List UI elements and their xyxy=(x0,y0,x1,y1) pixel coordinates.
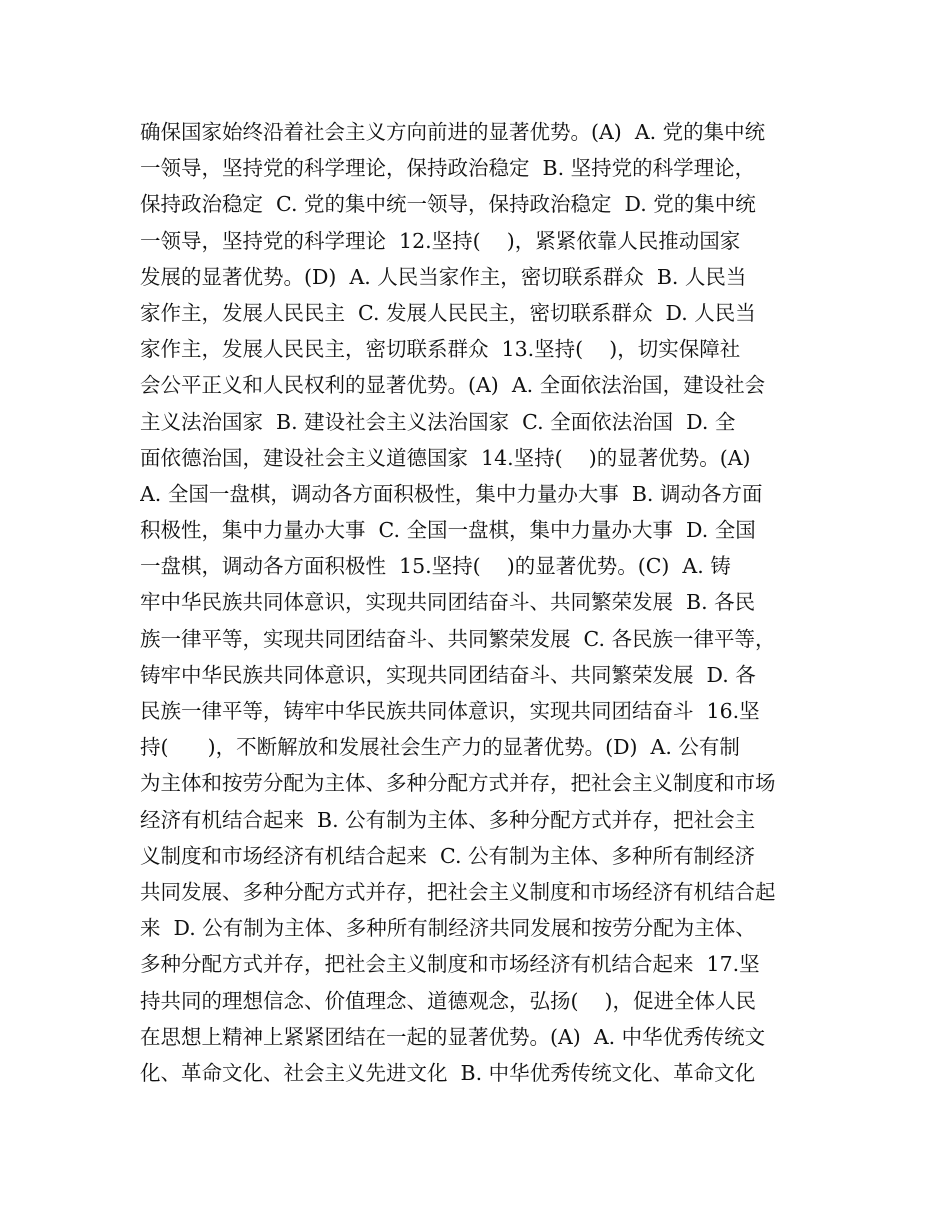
text-line: 家作主，发展人民民主 C. 发展人民民主，密切联系群众 D. 人民当 xyxy=(140,300,756,325)
text-line: 持( )，不断解放和发展社会生产力的显著优势。(D) A. 公有制 xyxy=(140,735,740,760)
text-line: 发展的显著优势。(D) A. 人民当家作主，密切联系群众 B. 人民当 xyxy=(140,264,747,289)
text-line: 牢中华民族共同体意识，实现共同团结奋斗、共同繁荣发展 B. 各民 xyxy=(140,590,756,615)
text-line: 经济有机结合起来 B. 公有制为主体、多种分配方式并存，把社会主 xyxy=(140,807,756,832)
text-line: 积极性，集中力量办大事 C. 全国一盘棋，集中力量办大事 D. 全国 xyxy=(140,518,756,543)
text-line: 义制度和市场经济有机结合起来 C. 公有制为主体、多种所有制经济 xyxy=(140,843,756,868)
text-line: 确保国家始终沿着社会主义方向前进的显著优势。(A) A. 党的集中统 xyxy=(140,120,766,144)
text-line: 在思想上精神上紧紧团结在一起的显著优势。(A) A. 中华优秀传统文 xyxy=(140,1024,766,1049)
text-line: 一领导，坚持党的科学理论，保持政治稳定 B. 坚持党的科学理论， xyxy=(140,156,756,181)
text-line: 一领导，坚持党的科学理论 12.坚持( )，紧紧依靠人民推动国家 xyxy=(140,228,741,253)
text-line: 化、革命文化、社会主义先进文化 B. 中华优秀传统文化、革命文化 xyxy=(140,1060,756,1085)
document-body xyxy=(140,114,830,1091)
text-line: 主义法治国家 B. 建设社会主义法治国家 C. 全面依法治国 D. 全 xyxy=(140,409,736,434)
text-line: A. 全国一盘棋，调动各方面积极性，集中力量办大事 B. 调动各方面 xyxy=(140,481,763,506)
text-line: 民族一律平等，铸牢中华民族共同体意识，实现共同团结奋斗 16.坚 xyxy=(140,699,760,723)
text-line: 一盘棋，调动各方面积极性 15.坚持( )的显著优势。(C) A. 铸 xyxy=(140,554,731,579)
text-line: 多种分配方式并存，把社会主义制度和市场经济有机结合起来 17.坚 xyxy=(140,952,760,977)
text-line: 持共同的理想信念、价值理念、道德观念，弘扬( )，促进全体人民 xyxy=(140,988,757,1013)
text-line: 家作主，发展人民民主，密切联系群众 13.坚持( )，切实保障社 xyxy=(140,337,741,362)
text-line: 保持政治稳定 C. 党的集中统一领导，保持政治稳定 D. 党的集中统 xyxy=(140,192,756,217)
text-line: 来 D. 公有制为主体、多种所有制经济共同发展和按劳分配为主体、 xyxy=(140,916,756,941)
text-line: 族一律平等，实现共同团结奋斗、共同繁荣发展 C. 各民族一律平等， xyxy=(140,626,776,651)
text-line: 会公平正义和人民权利的显著优势。(A) A. 全面依法治国，建设社会 xyxy=(140,373,766,398)
text-line: 铸牢中华民族共同体意识，实现共同团结奋斗、共同繁荣发展 D. 各 xyxy=(140,662,756,687)
text-line: 为主体和按劳分配为主体、多种分配方式并存，把社会主义制度和市场 xyxy=(140,771,776,796)
text-line: 面依德治国，建设社会主义道德国家 14.坚持( )的显著优势。(A) xyxy=(140,445,751,470)
text-line: 共同发展、多种分配方式并存，把社会主义制度和市场经济有机结合起 xyxy=(140,879,776,904)
